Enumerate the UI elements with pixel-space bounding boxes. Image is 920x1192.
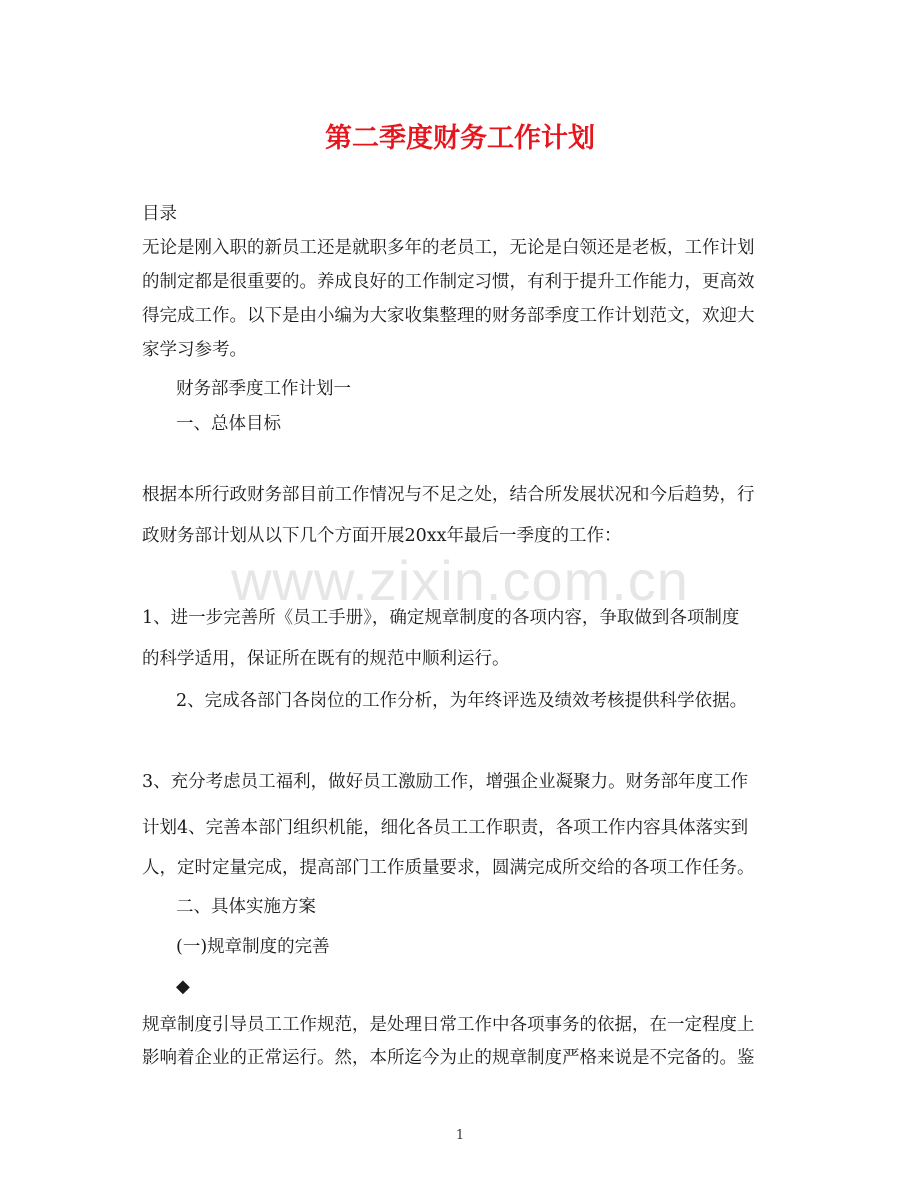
section-heading: 二、具体实施方案: [176, 897, 316, 917]
paragraph-line: 根据本所行政财务部目前工作情况与不足之处，结合所发展状况和今后趋势，行: [142, 485, 755, 505]
paragraph-line: 得完成工作。以下是由小编为大家收集整理的财务部季度工作计划范文，欢迎大: [142, 306, 755, 326]
paragraph-line: 规章制度引导员工工作规范，是处理日常工作中各项事务的依据，在一定程度上: [142, 1015, 755, 1035]
paragraph-line: 人，定时定量完成，提高部门工作质量要求，圆满完成所交给的各项工作任务。: [142, 858, 755, 878]
paragraph-line: 计划4、完善本部门组织机能，细化各员工工作职责，各项工作内容具体落实到: [142, 818, 749, 838]
paragraph-line: 政财务部计划从以下几个方面开展20xx年最后一季度的工作：: [142, 526, 622, 546]
paragraph-line: 目录: [142, 204, 177, 224]
section-heading: 财务部季度工作计划一: [176, 379, 351, 399]
paragraph-line: 的科学适用，保证所在既有的规范中顺利运行。: [142, 649, 510, 669]
page-number: 1: [455, 1128, 465, 1143]
subsection-heading: (一)规章制度的完善: [176, 937, 330, 957]
section-heading: 一、总体目标: [176, 414, 281, 434]
paragraph-line: 1、进一步完善所《员工手册》，确定规章制度的各项内容，争取做到各项制度: [142, 608, 740, 628]
paragraph-line: 无论是刚入职的新员工还是就职多年的老员工，无论是白领还是老板，工作计划: [142, 238, 755, 258]
paragraph-line: 影响着企业的正常运行。然，本所迄今为止的规章制度严格来说是不完备的。鉴: [142, 1048, 755, 1068]
diamond-bullet-icon: ◆: [176, 976, 190, 997]
watermark: www.zixin.com.cn: [231, 549, 689, 612]
paragraph-line: 家学习参考。: [142, 340, 247, 360]
paragraph-line: 2、完成各部门各岗位的工作分析，为年终评选及绩效考核提供科学依据。: [176, 691, 748, 711]
document-title: 第二季度财务工作计划: [325, 123, 595, 154]
paragraph-line: 的制定都是很重要的。养成良好的工作制定习惯，有利于提升工作能力，更高效: [142, 272, 755, 292]
paragraph-line: 3、充分考虑员工福利，做好员工激励工作，增强企业凝聚力。财务部年度工作: [142, 772, 749, 792]
